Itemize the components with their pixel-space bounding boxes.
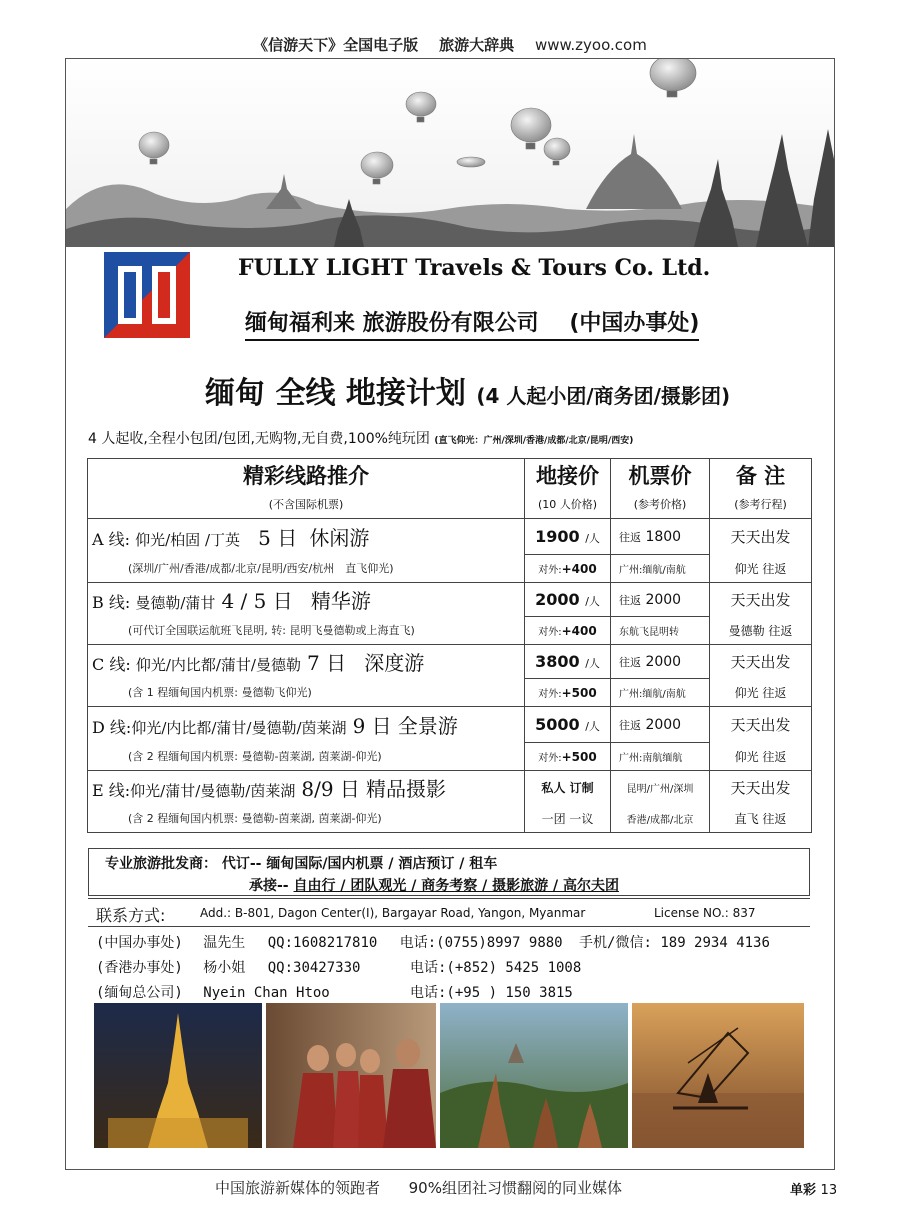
route-title[interactable] (88, 519, 525, 555)
table-row (88, 583, 812, 617)
wholesale-undertake-line (249, 875, 619, 895)
contact-row (96, 982, 573, 1002)
undertake-label: 承接-- (249, 878, 294, 894)
price-value: 5000 (535, 715, 580, 734)
markup-value: +500 (561, 686, 597, 700)
remark-itinerary: 仰光 往返 (710, 555, 812, 583)
land-price (525, 519, 611, 555)
photo-strip (88, 1003, 810, 1148)
footer-slogans (215, 1177, 622, 1198)
table-row-detail (88, 743, 812, 771)
intro-text: 4 人起收,全程小包团/包团,无购物,无自费,100%纯玩团 (88, 431, 430, 447)
phone-number[interactable]: 电话:(+95 ) 150 3815 (410, 985, 573, 1001)
subheader-airfare: (参考价格) (611, 491, 710, 519)
contact-label: 联系方式: (96, 906, 166, 925)
fare-label: 往返 (619, 593, 641, 607)
airfare (611, 583, 710, 617)
office-name: (香港办事处) (96, 960, 183, 976)
carrier: 广州:南航缅航 (611, 743, 710, 771)
fare-value: 2000 (645, 653, 682, 670)
markup-label: 对外: (538, 689, 562, 700)
table-row-detail (88, 617, 812, 645)
contact-person: Nyein Chan Htoo (203, 985, 330, 1001)
monks-photo (266, 1003, 436, 1148)
route-cities: 仰光/柏固 /丁英 (135, 531, 241, 550)
company-name-cn-text: 缅甸福利来 旅游股份有限公司 (245, 311, 539, 336)
company-office: (中国办事处) (569, 311, 700, 336)
section-name: 旅游大辞典 (439, 36, 515, 54)
table-row (88, 519, 812, 555)
company-name-chinese (245, 306, 699, 341)
office-name: (中国办事处) (96, 935, 183, 951)
price-unit: /人 (585, 595, 600, 608)
table-row (88, 645, 812, 679)
table-subheader-row (88, 491, 812, 519)
intro-flight-note: (直飞仰光：广州/深圳/香港/成都/北京/昆明/西安) (434, 436, 634, 446)
header-remarks: 备 注 (710, 459, 812, 491)
publication-name: 《信游天下》全国电子版 (253, 36, 419, 54)
contact-person: 温先生 (203, 935, 246, 951)
route-prefix: C 线: (92, 655, 136, 675)
office-name: (缅甸总公司) (96, 985, 183, 1001)
wholesale-agency-line (105, 853, 497, 873)
land-price (525, 707, 611, 743)
route-note: (深圳/广州/香港/成都/北京/昆明/西安/杭州 直飞仰光) (88, 555, 525, 583)
footer-slogan-2: 90%组团社习惯翻阅的同业媒体 (408, 1179, 622, 1197)
carrier: 广州:缅航/南航 (611, 555, 710, 583)
routes-table (87, 458, 812, 833)
mobile-number[interactable]: 手机/微信: 189 2934 4136 (579, 935, 770, 951)
page-number (790, 1179, 837, 1198)
contact-divider (88, 926, 810, 927)
markup-value: +500 (561, 750, 597, 764)
website-link[interactable]: www.zyoo.com (534, 36, 647, 54)
route-days: 8/9 日 (301, 777, 360, 802)
table-row-detail (88, 805, 812, 833)
route-note: (含 2 程缅甸国内机票: 曼德勒-茵莱湖, 茵莱湖-仰光) (88, 743, 525, 771)
table-row-detail (88, 555, 812, 583)
headline-main: 缅甸 全线 地接计划 (205, 376, 466, 411)
route-prefix: A 线: (92, 530, 136, 550)
route-theme: 深度游 (364, 651, 425, 676)
markup-label: 对外: (538, 753, 562, 764)
markup (525, 743, 611, 771)
fare-value: 2000 (645, 591, 682, 608)
contact-row (96, 957, 582, 977)
route-cities: 仰光/内比都/蒲甘/曼德勒/茵莱湖 (131, 719, 347, 738)
price-unit: /人 (585, 532, 600, 545)
inle-fisherman-photo (632, 1003, 804, 1148)
route-days: 7 日 (307, 651, 347, 676)
route-note: (可代订全国联运航班飞昆明, 转: 昆明飞曼德勒或上海直飞) (88, 617, 525, 645)
route-cities: 仰光/内比都/蒲甘/曼德勒 (135, 656, 301, 675)
shwedagon-pagoda-photo (94, 1003, 262, 1148)
carrier: 东航飞昆明转 (611, 617, 710, 645)
markup-label: 对外: (538, 627, 562, 638)
carrier: 广州:缅航/南航 (611, 679, 710, 707)
wholesale-label: 专业旅游批发商 (105, 856, 203, 872)
fare-label: 往返 (619, 655, 641, 669)
qq-number[interactable]: QQ:30427330 (267, 960, 361, 976)
route-prefix: E 线: (92, 781, 131, 801)
fare-cities-2: 香港/成都/北京 (611, 805, 710, 833)
table-header-row (88, 459, 812, 491)
contact-divider (88, 898, 810, 899)
agency-items: 缅甸国际/国内机票 / 酒店预订 / 租车 (266, 856, 498, 872)
fare-value: 2000 (645, 716, 682, 733)
page-number-value: 13 (820, 1183, 838, 1198)
route-title[interactable] (88, 771, 525, 805)
route-note: (含 1 程缅甸国内机票: 曼德勒飞仰光) (88, 679, 525, 707)
license-number: License NO.: 837 (654, 906, 756, 920)
route-theme: 休闲游 (309, 526, 370, 551)
route-note: (含 2 程缅甸国内机票: 曼德勒-茵莱湖, 茵莱湖-仰光) (88, 805, 525, 833)
contact-row (96, 932, 770, 952)
markup (525, 679, 611, 707)
price-value: 3800 (535, 652, 580, 671)
route-theme: 精品摄影 (365, 777, 446, 802)
route-cities: 仰光/蒲甘/曼德勒/茵莱湖 (130, 782, 296, 801)
remark-itinerary: 仰光 往返 (710, 743, 812, 771)
route-title[interactable] (88, 707, 525, 743)
table-row (88, 707, 812, 743)
page-label: 单彩 (790, 1183, 817, 1198)
header-land-price: 地接价 (525, 459, 611, 491)
qq-number[interactable]: QQ:1608217810 (267, 935, 378, 951)
remark-itinerary: 仰光 往返 (710, 679, 812, 707)
route-prefix: D 线: (92, 718, 132, 738)
land-price (525, 583, 611, 617)
fare-label: 往返 (619, 530, 641, 544)
route-title[interactable] (88, 645, 525, 679)
table-row (88, 771, 812, 805)
route-cities: 曼德勒/蒲甘 (135, 594, 216, 613)
remark-departure: 天天出发 (710, 771, 812, 805)
remark-departure: 天天出发 (710, 645, 812, 679)
route-days: 4 / 5 日 (221, 589, 293, 614)
wholesale-sep: ： (203, 856, 217, 872)
markup (525, 555, 611, 583)
markup (525, 617, 611, 645)
header-airfare: 机票价 (611, 459, 710, 491)
intro-line (88, 428, 633, 448)
fare-label: 往返 (619, 718, 641, 732)
markup-label: 对外: (538, 565, 562, 576)
markup-value: +400 (561, 562, 597, 576)
headline-sub: (4 人起小团/商务团/摄影团) (476, 384, 731, 408)
fare-value: 1800 (645, 528, 682, 545)
bagan-temples-photo (440, 1003, 628, 1148)
header-routes: 精彩线路推介 (88, 459, 525, 491)
subheader-land-price: (10 人价格) (525, 491, 611, 519)
publication-header (0, 34, 900, 55)
table-row-detail (88, 679, 812, 707)
airfare (611, 519, 710, 555)
route-prefix: B 线: (92, 593, 136, 613)
land-price (525, 645, 611, 679)
price-unit: /人 (585, 720, 600, 733)
airfare (611, 707, 710, 743)
route-title[interactable] (88, 583, 525, 617)
route-theme: 精华游 (310, 589, 371, 614)
remark-itinerary: 直飞 往返 (710, 805, 812, 833)
company-name-english: FULLY LIGHT Travels & Tours Co. Ltd. (238, 255, 711, 281)
route-days: 9 日 (352, 714, 392, 739)
price-unit: /人 (585, 657, 600, 670)
markup-value: +400 (561, 624, 597, 638)
phone-number[interactable]: 电话:(0755)8997 9880 (399, 935, 563, 951)
route-days: 5 日 (258, 526, 298, 551)
fare-cities-1: 昆明/广州/深圳 (611, 771, 710, 805)
price-value: 1900 (535, 527, 580, 546)
subheader-routes: (不含国际机票) (88, 491, 525, 519)
route-theme: 全景游 (397, 714, 458, 739)
custom-price-note: 一团 一议 (525, 805, 611, 833)
phone-number[interactable]: 电话:(+852) 5425 1008 (410, 960, 582, 976)
undertake-items: 自由行 / 团队观光 / 商务考察 / 摄影旅游 / 高尔夫团 (293, 878, 619, 894)
airfare (611, 645, 710, 679)
pagoda-balloon-banner (66, 59, 834, 247)
remark-departure: 天天出发 (710, 519, 812, 555)
remark-departure: 天天出发 (710, 707, 812, 743)
contact-address: Add.: B-801, Dagon Center(I), Bargayar Road, Yangon, Myanmar (200, 906, 586, 920)
agency-label: 代订-- (221, 856, 267, 872)
custom-price: 私人 订制 (525, 771, 611, 805)
remark-departure: 天天出发 (710, 583, 812, 617)
subheader-remarks: (参考行程) (710, 491, 812, 519)
remark-itinerary: 曼德勒 往返 (710, 617, 812, 645)
contact-person: 杨小姐 (203, 960, 246, 976)
footer-slogan-1: 中国旅游新媒体的领跑者 (215, 1179, 381, 1197)
headline (205, 368, 730, 412)
company-logo (104, 252, 190, 338)
wholesale-box (88, 848, 810, 896)
price-value: 2000 (535, 590, 580, 609)
